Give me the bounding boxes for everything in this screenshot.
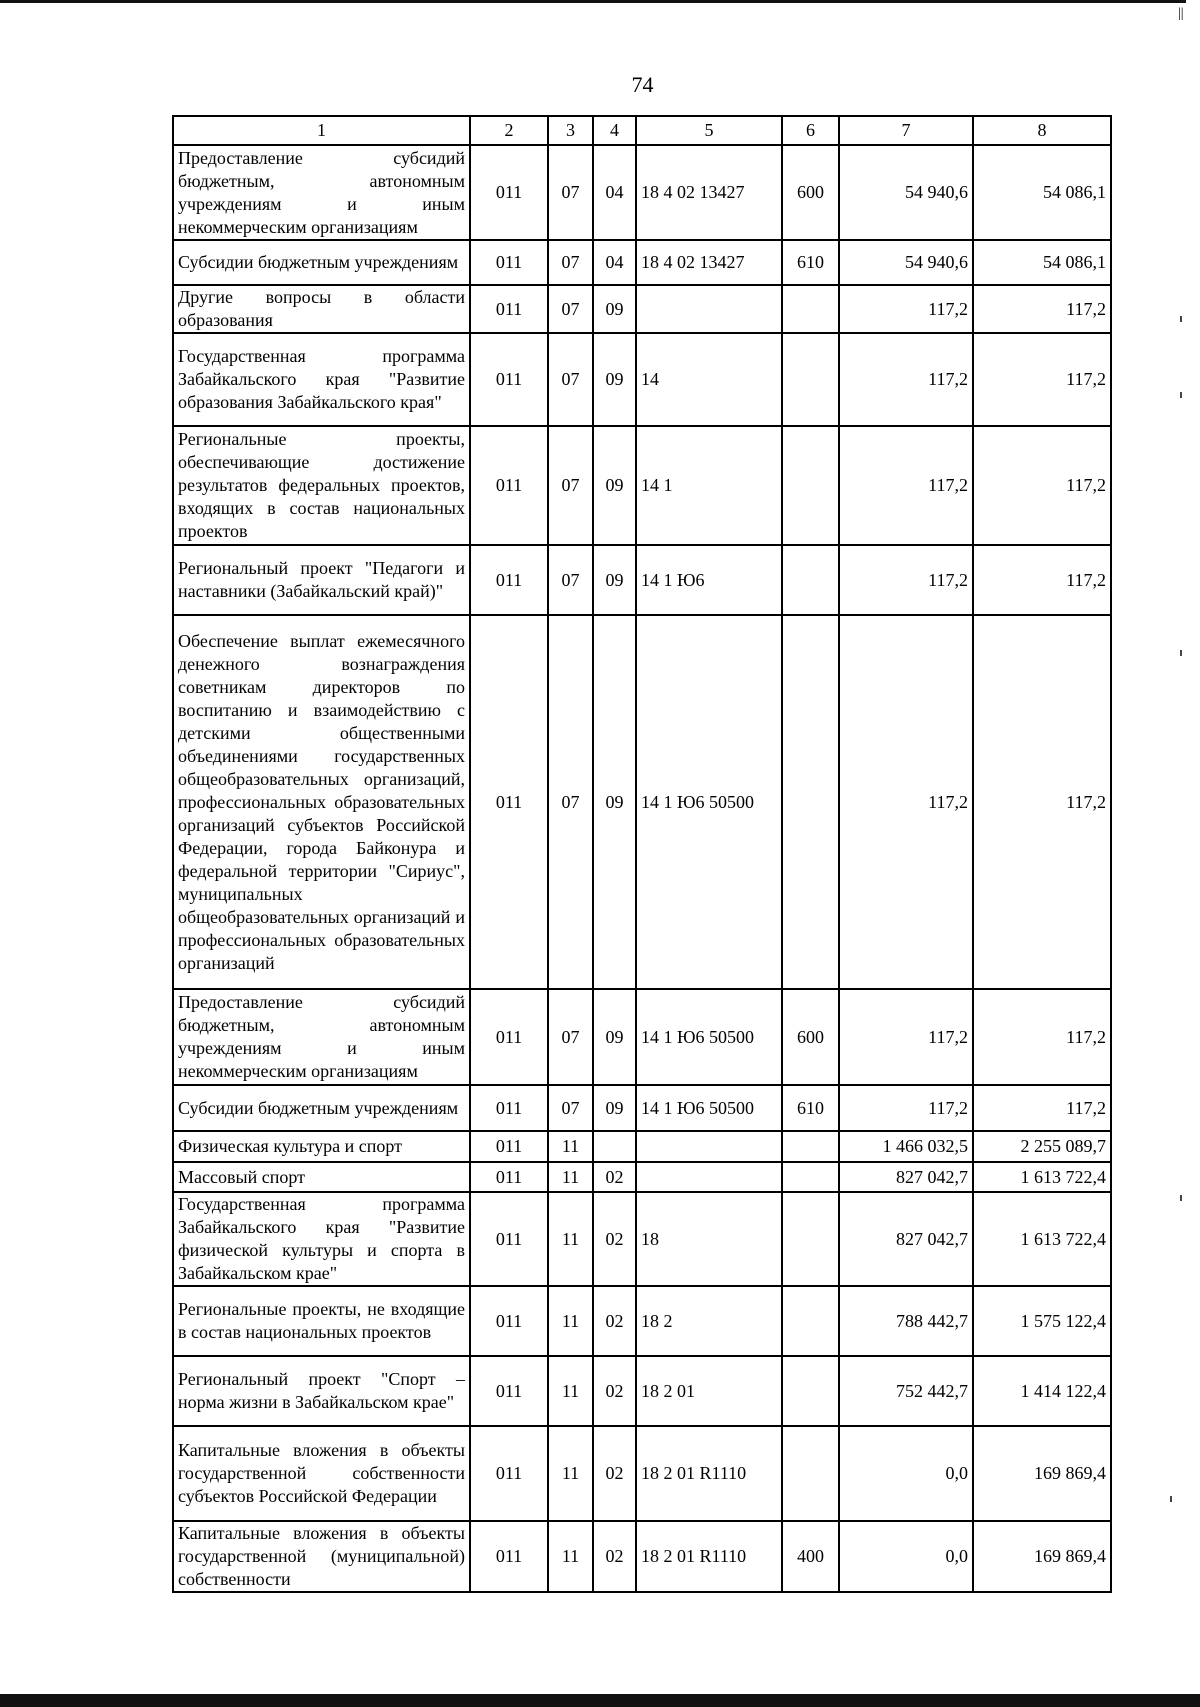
target-article-cell: 14 1: [636, 426, 782, 545]
expense-type-cell: [782, 1162, 839, 1192]
amount-cell: 117,2: [839, 1085, 973, 1131]
section-cell: 07: [548, 240, 593, 285]
expense-type-cell: [782, 1356, 839, 1426]
expense-type-cell: [782, 426, 839, 545]
expense-type-cell: [782, 285, 839, 333]
column-header: 3: [548, 116, 593, 145]
amount-cell: 2 255 089,7: [973, 1131, 1111, 1162]
amount-cell: 169 869,4: [973, 1521, 1111, 1592]
column-header: 4: [593, 116, 636, 145]
subsection-cell: 02: [593, 1162, 636, 1192]
amount-cell: 117,2: [973, 426, 1111, 545]
code-cell: 011: [470, 1356, 548, 1426]
code-cell: 011: [470, 333, 548, 426]
table-row: [173, 1521, 1111, 1592]
target-article-cell: [636, 1162, 782, 1192]
amount-cell: 117,2: [973, 333, 1111, 426]
target-article-cell: 14 1 Ю6 50500: [636, 989, 782, 1085]
expense-type-cell: 400: [782, 1521, 839, 1592]
row-name-cell: Региональные проекты, не входящие в состав национальных проектов: [173, 1286, 470, 1356]
row-name-cell: Капитальные вложения в объекты государственной собственности субъектов Российской Федерации: [173, 1426, 470, 1521]
table-row: [173, 545, 1111, 615]
section-cell: 07: [548, 333, 593, 426]
expense-type-cell: [782, 1131, 839, 1162]
scan-speck: [1170, 1496, 1172, 1502]
code-cell: 011: [470, 1131, 548, 1162]
row-name-cell: Обеспечение выплат ежемесячного денежного вознаграждения советникам директоров по воспитанию и взаимодействию с детскими общественными объединениями государственных общеобразовательных организаций, профессиональных образовательных организаций субъектов Российской Федерации, города Байконура и федеральной территории "Сириус", муниципальных общеобразовательных организаций и профессиональных образовательных организаций: [173, 615, 470, 989]
amount-cell: 169 869,4: [973, 1426, 1111, 1521]
amount-cell: 54 086,1: [973, 145, 1111, 240]
expense-type-cell: [782, 1286, 839, 1356]
row-name-cell: Массовый спорт: [173, 1162, 470, 1192]
section-cell: 07: [548, 145, 593, 240]
amount-cell: 117,2: [839, 545, 973, 615]
table-row: [173, 1162, 1111, 1192]
subsection-cell: 04: [593, 145, 636, 240]
row-name-cell: Региональный проект "Педагоги и наставники (Забайкальский край)": [173, 545, 470, 615]
table-row: [173, 1131, 1111, 1162]
code-cell: 011: [470, 989, 548, 1085]
amount-cell: 1 613 722,4: [973, 1162, 1111, 1192]
section-cell: 11: [548, 1426, 593, 1521]
row-name-cell: Государственная программа Забайкальского края "Развитие образования Забайкальского края": [173, 333, 470, 426]
amount-cell: 117,2: [839, 426, 973, 545]
amount-cell: 117,2: [973, 1085, 1111, 1131]
scan-border-top: [0, 0, 1186, 3]
target-article-cell: [636, 1131, 782, 1162]
amount-cell: 117,2: [973, 989, 1111, 1085]
row-name-cell: Предоставление субсидий бюджетным, автономным учреждениям и иным некоммерческим организациям: [173, 145, 470, 240]
section-cell: 07: [548, 615, 593, 989]
amount-cell: 1 575 122,4: [973, 1286, 1111, 1356]
row-name-cell: Физическая культура и спорт: [173, 1131, 470, 1162]
code-cell: 011: [470, 1286, 548, 1356]
expense-type-cell: [782, 1192, 839, 1286]
scan-speck: [1180, 650, 1182, 656]
expense-type-cell: [782, 1426, 839, 1521]
column-header: 2: [470, 116, 548, 145]
target-article-cell: 18: [636, 1192, 782, 1286]
amount-cell: 117,2: [973, 615, 1111, 989]
target-article-cell: 14 1 Ю6 50500: [636, 615, 782, 989]
amount-cell: 117,2: [839, 333, 973, 426]
row-name-cell: Субсидии бюджетным учреждениям: [173, 240, 470, 285]
column-header: 8: [973, 116, 1111, 145]
code-cell: 011: [470, 240, 548, 285]
amount-cell: 752 442,7: [839, 1356, 973, 1426]
row-name-cell: Государственная программа Забайкальского края "Развитие физической культуры и спорта в Забайкальском крае": [173, 1192, 470, 1286]
amount-cell: 788 442,7: [839, 1286, 973, 1356]
expense-type-cell: 600: [782, 145, 839, 240]
amount-cell: 54 086,1: [973, 240, 1111, 285]
section-cell: 07: [548, 426, 593, 545]
row-name-cell: Региональный проект "Спорт – норма жизни в Забайкальском крае": [173, 1356, 470, 1426]
table-header-row: [173, 116, 1111, 145]
scan-speck: [1180, 316, 1182, 322]
section-cell: 11: [548, 1356, 593, 1426]
section-cell: 11: [548, 1521, 593, 1592]
column-header: 5: [636, 116, 782, 145]
target-article-cell: 18 4 02 13427: [636, 240, 782, 285]
code-cell: 011: [470, 545, 548, 615]
table-row: [173, 989, 1111, 1085]
row-name-cell: Субсидии бюджетным учреждениям: [173, 1085, 470, 1131]
section-cell: 11: [548, 1131, 593, 1162]
expense-type-cell: [782, 333, 839, 426]
amount-cell: 0,0: [839, 1426, 973, 1521]
table-row: [173, 1192, 1111, 1286]
amount-cell: 54 940,6: [839, 145, 973, 240]
amount-cell: 54 940,6: [839, 240, 973, 285]
column-header: 6: [782, 116, 839, 145]
amount-cell: 117,2: [973, 285, 1111, 333]
target-article-cell: [636, 285, 782, 333]
code-cell: 011: [470, 1085, 548, 1131]
code-cell: 011: [470, 1521, 548, 1592]
amount-cell: 117,2: [973, 545, 1111, 615]
section-cell: 11: [548, 1192, 593, 1286]
row-name-cell: Региональные проекты, обеспечивающие достижение результатов федеральных проектов, входящих в состав национальных проектов: [173, 426, 470, 545]
target-article-cell: 14: [636, 333, 782, 426]
budget-table: [172, 115, 1112, 1593]
expense-type-cell: 610: [782, 240, 839, 285]
page-number: 74: [631, 72, 654, 97]
target-article-cell: 18 2 01 R1110: [636, 1426, 782, 1521]
table-row: [173, 1356, 1111, 1426]
amount-cell: 1 613 722,4: [973, 1192, 1111, 1286]
subsection-cell: 09: [593, 615, 636, 989]
target-article-cell: 18 2 01 R1110: [636, 1521, 782, 1592]
section-cell: 07: [548, 285, 593, 333]
target-article-cell: 18 2 01: [636, 1356, 782, 1426]
row-name-cell: Другие вопросы в области образования: [173, 285, 470, 333]
scan-corner-mark: ||: [1178, 6, 1184, 21]
scan-speck: [1180, 392, 1182, 398]
row-name-cell: Предоставление субсидий бюджетным, автономным учреждениям и иным некоммерческим организациям: [173, 989, 470, 1085]
amount-cell: 117,2: [839, 989, 973, 1085]
subsection-cell: 02: [593, 1356, 636, 1426]
table-row: [173, 1286, 1111, 1356]
target-article-cell: 18 2: [636, 1286, 782, 1356]
expense-type-cell: 600: [782, 989, 839, 1085]
code-cell: 011: [470, 1192, 548, 1286]
subsection-cell: 09: [593, 989, 636, 1085]
table-row: [173, 426, 1111, 545]
subsection-cell: 04: [593, 240, 636, 285]
table-row: [173, 333, 1111, 426]
table-row: [173, 615, 1111, 989]
amount-cell: 117,2: [839, 615, 973, 989]
amount-cell: 827 042,7: [839, 1192, 973, 1286]
table-row: [173, 285, 1111, 333]
section-cell: 11: [548, 1286, 593, 1356]
amount-cell: 1 414 122,4: [973, 1356, 1111, 1426]
target-article-cell: 18 4 02 13427: [636, 145, 782, 240]
expense-type-cell: [782, 615, 839, 989]
scan-speck: [1180, 1195, 1182, 1201]
target-article-cell: 14 1 Ю6 50500: [636, 1085, 782, 1131]
target-article-cell: 14 1 Ю6: [636, 545, 782, 615]
table-row: [173, 240, 1111, 285]
code-cell: 011: [470, 615, 548, 989]
amount-cell: 827 042,7: [839, 1162, 973, 1192]
row-name-cell: Капитальные вложения в объекты государственной (муниципальной) собственности: [173, 1521, 470, 1592]
subsection-cell: 09: [593, 545, 636, 615]
expense-type-cell: 610: [782, 1085, 839, 1131]
table-row: [173, 145, 1111, 240]
code-cell: 011: [470, 285, 548, 333]
code-cell: 011: [470, 145, 548, 240]
code-cell: 011: [470, 1162, 548, 1192]
table-row: [173, 1426, 1111, 1521]
subsection-cell: 09: [593, 333, 636, 426]
table-row: [173, 1085, 1111, 1131]
subsection-cell: 02: [593, 1426, 636, 1521]
subsection-cell: 09: [593, 1085, 636, 1131]
section-cell: 07: [548, 989, 593, 1085]
amount-cell: 117,2: [839, 285, 973, 333]
expense-type-cell: [782, 545, 839, 615]
code-cell: 011: [470, 426, 548, 545]
subsection-cell: 02: [593, 1521, 636, 1592]
section-cell: 07: [548, 545, 593, 615]
amount-cell: 1 466 032,5: [839, 1131, 973, 1162]
amount-cell: 0,0: [839, 1521, 973, 1592]
section-cell: 07: [548, 1085, 593, 1131]
subsection-cell: [593, 1131, 636, 1162]
subsection-cell: 02: [593, 1286, 636, 1356]
subsection-cell: 09: [593, 426, 636, 545]
column-header: 7: [839, 116, 973, 145]
scan-border-bottom: [0, 1694, 1200, 1707]
section-cell: 11: [548, 1162, 593, 1192]
subsection-cell: 02: [593, 1192, 636, 1286]
subsection-cell: 09: [593, 285, 636, 333]
column-header: 1: [173, 116, 470, 145]
code-cell: 011: [470, 1426, 548, 1521]
